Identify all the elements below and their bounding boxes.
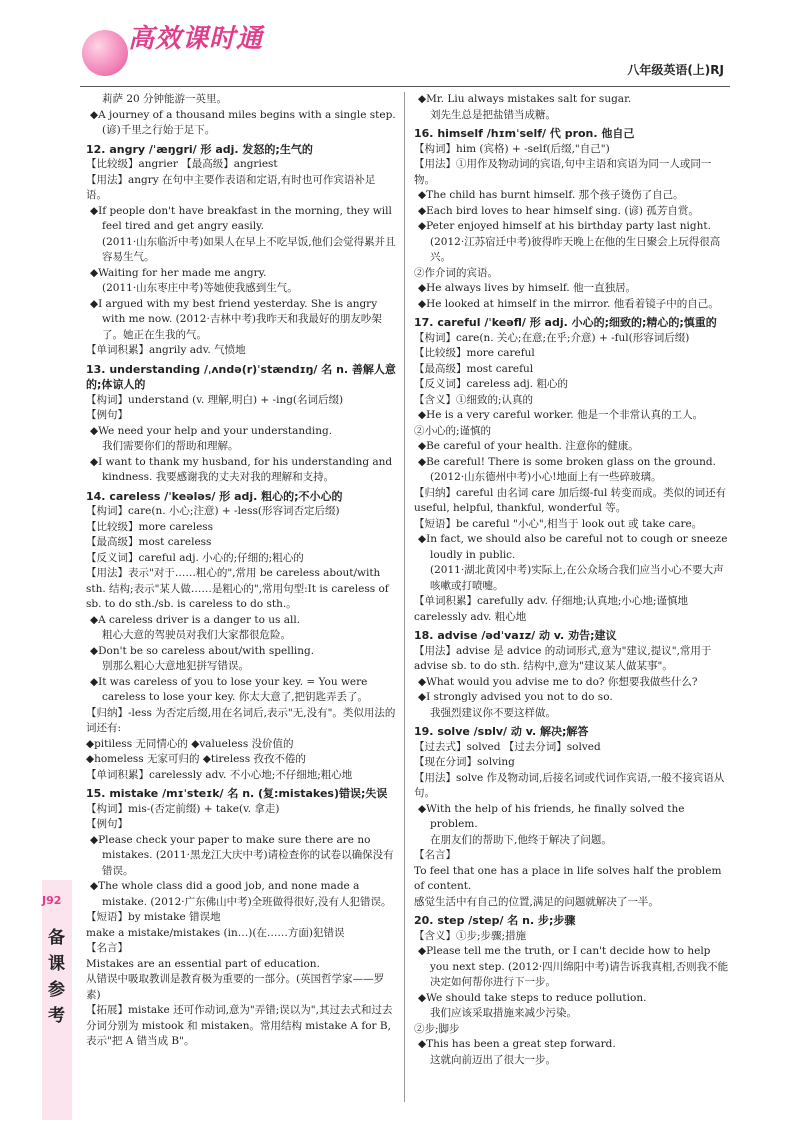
entry-line: 【例句】	[86, 409, 128, 421]
entry-line: ◆I argued with my best friend yesterday. She is angry with me now. (2012·吉林中考)我昨天和我最好的朋友吵架了。她正在生我的气。	[90, 297, 382, 341]
entry-line: ◆What would you advise me to do? 你想要我做些什么?	[418, 675, 698, 688]
entry-line: 【比较级】angrier 【最高级】angriest	[86, 158, 278, 170]
entry-line: ◆I strongly advised you not to do so.	[418, 691, 613, 703]
entry-line: 【名言】	[414, 849, 456, 861]
entry-headword: 16. himself /hɪmˈself/ 代 pron. 他自己	[414, 127, 635, 140]
book-title: 八年级英语(上)RJ	[627, 63, 724, 77]
entry-line: 【比较级】more careful	[414, 347, 535, 359]
entry-line: ◆This has been a great step forward.	[418, 1038, 616, 1050]
side-label: 备课参考	[48, 928, 65, 1026]
entry-line: 【构词】care(n. 关心;在意;在乎;介意) + -ful(形容词后缀)	[414, 331, 690, 344]
entry-line: 别那么粗心大意地犯拼写错误。	[102, 660, 249, 672]
page-number: J92	[42, 894, 62, 907]
entry-line: 【构词】understand (v. 理解,明白) + -ing(名词后缀)	[86, 393, 344, 406]
entry-line: ◆It was careless of you to lose your key. = You were careless to lose your key. 你太大意了,把钥匙弄丢了。	[90, 675, 369, 703]
entry-line: ◆Be careful of your health. 注意你的健康。	[418, 440, 639, 452]
entry-line: (2011·山东枣庄中考)等她使我感到生气。	[102, 282, 298, 294]
entry-line: (谚)千里之行始于足下。	[102, 124, 216, 136]
entry-line: (2011·山东临沂中考)如果人在早上不吃早饭,他们会觉得累并且容易生气。	[102, 235, 396, 263]
entry-line: 【构词】mis-(否定前缀) + take(v. 拿走)	[86, 802, 280, 815]
entry-line: 【含义】①步;步骤;措施	[414, 929, 527, 942]
entry-line: ②步;脚步	[414, 1022, 460, 1035]
entry-line: 【用法】solve 作及物动词,后接名词或代词作宾语,一般不接宾语从句。	[414, 771, 725, 799]
entry-line: 【反义词】careful adj. 小心的;仔细的;粗心的	[86, 551, 304, 564]
entry-line: ◆Please check your paper to make sure there are no mistakes. (2011·黑龙江大庆中考)请检查你的试卷以确保没有错误。	[90, 833, 394, 877]
entry-line: ◆Each bird loves to hear himself sing. (谚) 孤芳自赏。	[418, 204, 699, 217]
entry-line: 【最高级】most careless	[86, 536, 212, 548]
entry-line: 【用法】angry 在句中主要作表语和定语,有时也可作宾语补足语。	[86, 173, 376, 201]
entry-line: ◆The whole class did a good job, and none made a mistake. (2012·广东佛山中考)全班做得很好,没有人犯错误。	[90, 880, 392, 908]
entry-headword: 14. careless /ˈkeələs/ 形 adj. 粗心的;不小心的	[86, 489, 343, 503]
entry-line: carelessly adv. 粗心地	[414, 610, 527, 623]
entry-line: 【用法】①用作及物动词的宾语,句中主语和宾语为同一人或同一物。	[414, 158, 712, 186]
entry-line: ◆We need your help and your understanding.	[90, 424, 333, 437]
entry-headword: 19. solve /sɒlv/ 动 v. 解决;解答	[414, 725, 589, 738]
entry-headword: 18. advise /ədˈvaɪz/ 动 v. 劝告;建议	[414, 629, 617, 642]
entry-line: 【用法】表示"对于……粗心的",常用 be careless about/with sth. 结构;表示"某人做……是粗心的",常用句型:It is careless of sb. to do sth./sb. is careless to do sth.。	[86, 567, 389, 610]
entry-line: ◆A careless driver is a danger to us all.	[90, 613, 301, 626]
entry-line: 【单词积累】carelessly adv. 不小心地;不仔细地;粗心地	[86, 768, 353, 781]
entry-line: 【例句】	[86, 818, 128, 830]
entry-line: 【反义词】careless adj. 粗心的	[414, 378, 568, 390]
entry-line: ◆He looked at himself in the mirror. 他看着镜子中的自己。	[418, 297, 719, 310]
entry-line: 我强烈建议你不要这样做。	[430, 706, 556, 719]
entry-line: ◆He is a very careful worker. 他是一个非常认真的工人。	[418, 409, 704, 421]
entry-line: ◆Peter enjoyed himself at his birthday party last night. (2012·江苏宿迁中考)彼得昨天晚上在他的生日聚会上玩得很高兴。	[418, 220, 721, 263]
entry-line: 【现在分词】solving	[414, 756, 515, 768]
entry-line: ◆Don't be so careless about/with spelling.	[90, 644, 315, 657]
entry-line: 在朋友们的帮助下,他终于解决了问题。	[430, 833, 612, 846]
entry-line: 【构词】care(n. 小心;注意) + -less(形容词否定后缀)	[86, 505, 340, 517]
entry-line: ◆The child has burnt himself. 那个孩子烫伤了自己。	[418, 189, 684, 201]
alarm-clock-logo-icon	[82, 30, 128, 76]
entry-line: ②小心的;谨慎的	[414, 424, 492, 437]
entry-line: 【比较级】more careless	[86, 520, 214, 533]
entry-line: (2011·湖北黄冈中考)实际上,在公众场合我们应当小心不要大声咳嗽或打喷嚏。	[430, 564, 724, 592]
entry-line: ◆A journey of a thousand miles begins with a single step.	[90, 108, 396, 121]
entry-line: 从错误中吸取教训是教育极为重要的一部分。(英国哲学家——罗素)	[86, 973, 385, 1001]
header-rule	[80, 86, 730, 87]
entry-line: ◆If people don't have breakfast in the morning, they will feel tired and get angry easily.	[90, 204, 392, 232]
entry-line: ◆Mr. Liu always mistakes salt for sugar.	[418, 93, 632, 105]
entry-line: 【名言】	[86, 942, 128, 954]
entry-line: 莉萨 20 分钟能游一英里。	[102, 93, 228, 105]
entry-line: ◆pitiless 无同情心的 ◆valueless 没价值的	[86, 737, 294, 750]
entry-line: ◆He always lives by himself. 他一直独居。	[418, 282, 637, 294]
entry-headword: 12. angry /ˈæŋgri/ 形 adj. 发怒的;生气的	[86, 142, 313, 156]
entry-line: ②作介词的宾语。	[414, 266, 498, 279]
entry-line: ◆homeless 无家可归的 ◆tireless 孜孜不倦的	[86, 753, 306, 765]
entry-line: 【用法】advise 是 advice 的动词形式,意为"建议,提议",常用于 advise sb. to do sth. 结构中,意为"建议某人做某事"。	[414, 644, 712, 672]
series-logo: 高效课时通	[128, 24, 264, 54]
entry-line: 【短语】by mistake 错误地	[86, 911, 221, 923]
entry-headword: 17. careful /ˈkeəfl/ 形 adj. 小心的;细致的;精心的;慎重的	[414, 316, 717, 329]
entry-line: 【过去式】solved 【过去分词】solved	[414, 740, 601, 753]
entry-line: 刘先生总是把盐错当成糖。	[430, 108, 556, 121]
entry-line: 【归纳】-less 为否定后缀,用在名词后,表示"无,没有"。类似用法的词还有:	[86, 706, 396, 734]
entry-line: 粗心大意的驾驶员对我们大家都很危险。	[102, 629, 291, 641]
entry-line: ◆In fact, we should also be careful not to cough or sneeze loudly in public.	[418, 533, 728, 561]
entry-line: 感觉生活中有自己的位置,满足的问题就解决了一半。	[414, 895, 659, 908]
entry-line: ◆Be careful! There is some broken glass on the ground. (2012·山东德州中考)小心!地面上有一些碎玻璃。	[418, 455, 716, 483]
entry-headword: 20. step /step/ 名 n. 步;步骤	[414, 914, 576, 927]
entry-line: 【短语】be careful "小心",相当于 look out 或 take care。	[414, 517, 703, 530]
entry-line: To feel that one has a place in life solves half the problem of content.	[414, 864, 722, 892]
entry-line: ◆With the help of his friends, he finally solved the problem.	[418, 802, 685, 830]
entry-line: 【含义】①细致的;认真的	[414, 393, 534, 406]
entry-headword: 15. mistake /mɪˈsteɪk/ 名 n. (复:mistakes)错误;失误	[86, 787, 388, 800]
entry-line: make a mistake/mistakes (in…)(在……方面)犯错误	[86, 926, 345, 939]
entry-line: Mistakes are an essential part of education.	[86, 957, 320, 970]
entry-headword: 13. understanding /ˌʌndə(r)ˈstændɪŋ/ 名 n. 善解人意的;体谅人的	[86, 362, 396, 391]
entry-line: 【单词积累】angrily adv. 气愤地	[86, 344, 246, 356]
entry-line: 【构词】him (宾格) + -self(后缀,"自己")	[414, 142, 610, 155]
left-column	[86, 92, 396, 1050]
entry-line: 我们需要你们的帮助和理解。	[102, 440, 239, 452]
entry-line: ◆We should take steps to reduce pollution.	[418, 991, 647, 1004]
entry-line: ◆Waiting for her made me angry.	[90, 266, 267, 279]
entry-line: 我们应该采取措施来减少污染。	[430, 1007, 577, 1019]
entry-line: 【单词积累】carefully adv. 仔细地;认真地;小心地;谨慎地	[414, 595, 688, 607]
entry-line: 这就向前迈出了很大一步。	[430, 1053, 556, 1066]
entry-line: ◆Please tell me the truth, or I can't decide how to help you next step. (2012·四川绵阳中考)请告诉我真相,否则我不能决定如何帮你进行下一步。	[418, 945, 729, 988]
page-header	[0, 0, 800, 95]
right-column	[414, 92, 730, 1068]
entry-line: 【归纳】careful 由名词 care 加后缀-ful 转变而成。类似的词还有 useful, helpful, thankful, wonderful 等。	[414, 486, 727, 514]
entry-line: 【拓展】mistake 还可作动词,意为"弄错;误以为",其过去式和过去分词分别为 mistook 和 mistaken。常用结构 mistake A for B,表示"把 A 错当成 B"。	[86, 1004, 393, 1047]
column-divider	[404, 92, 405, 1102]
entry-line: ◆I want to thank my husband, for his understanding and kindness. 我要感谢我的丈夫对我的理解和支持。	[90, 455, 393, 483]
entry-line: 【最高级】most careful	[414, 362, 534, 375]
